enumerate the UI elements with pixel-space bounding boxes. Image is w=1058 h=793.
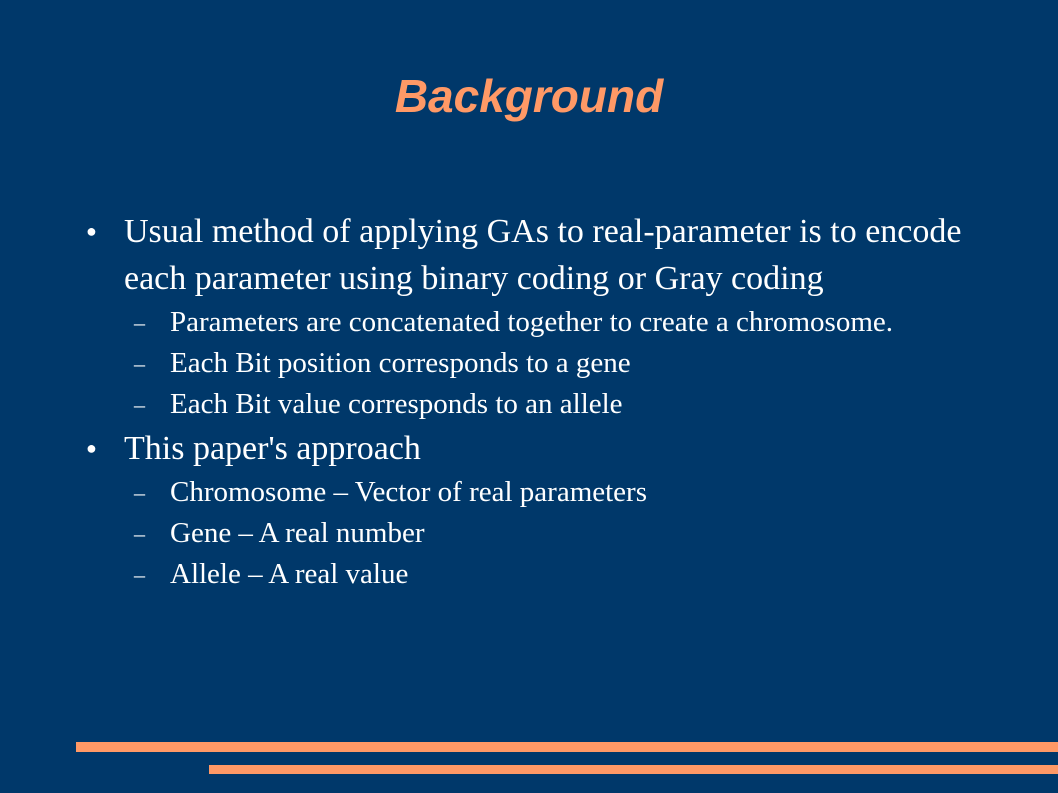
- sub-bullet-item: [86, 554, 1016, 595]
- sub-bullet-item: [86, 302, 1016, 343]
- bullet-dot-icon: ●: [86, 221, 97, 241]
- dash-icon: –: [134, 392, 145, 417]
- accent-bar-top: [76, 742, 1058, 752]
- slide-title: Background: [394, 70, 664, 122]
- sub-bullet-text: Parameters are concatenated together to create a chromosome.: [170, 306, 894, 338]
- sub-bullet-text: Each Bit value corresponds to an allele: [170, 388, 623, 420]
- accent-bar-bottom: [209, 765, 1058, 774]
- dash-icon: –: [134, 480, 145, 505]
- sub-bullet-text: Chromosome – Vector of real parameters: [170, 476, 647, 508]
- bullet-text: This paper's approach: [124, 430, 421, 467]
- dash-icon: –: [134, 310, 145, 335]
- slide-content: [86, 208, 1016, 595]
- dash-icon: –: [134, 351, 145, 376]
- sub-bullet-item: [86, 472, 1016, 513]
- sub-bullet-text: Each Bit position corresponds to a gene: [170, 347, 631, 379]
- sub-bullet-item: [86, 343, 1016, 384]
- dash-icon: –: [134, 521, 145, 546]
- sub-bullet-text: Allele – A real value: [170, 558, 409, 590]
- bullet-text: Usual method of applying GAs to real-parameter is to encode each parameter using binary coding or Gray coding: [124, 213, 962, 297]
- bullet-dot-icon: ●: [86, 438, 97, 458]
- bullet-item: [86, 425, 1016, 472]
- sub-bullet-item: [86, 384, 1016, 425]
- sub-bullet-item: [86, 513, 1016, 554]
- bullet-item: [86, 208, 1016, 302]
- sub-bullet-text: Gene – A real number: [170, 517, 425, 549]
- dash-icon: –: [134, 562, 145, 587]
